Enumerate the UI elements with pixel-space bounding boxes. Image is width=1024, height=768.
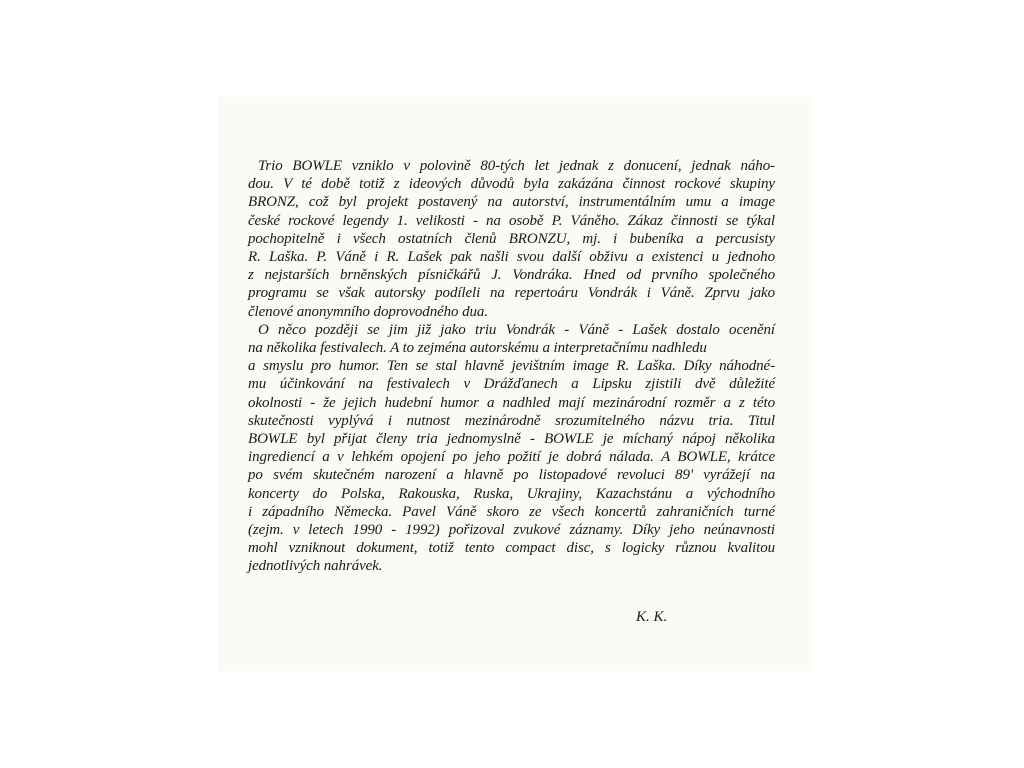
text-line: a smyslu pro humor. Ten se stal hlavně jevištním image R. Laška. Díky náhodné- (248, 358, 775, 375)
signature-initials: K. K. (636, 609, 668, 625)
text-line: (zejm. v letech 1990 - 1992) pořizoval zvukové záznamy. Díky jeho neúnavnosti (248, 522, 775, 539)
text-line: jednotlivých nahrávek. (248, 558, 383, 575)
body-text (248, 157, 775, 576)
booklet-page (218, 97, 812, 671)
text-line: na několika festivalech. A to zejména autorskému a interpretačnímu nadhledu (248, 340, 707, 357)
paragraph-1 (248, 157, 775, 321)
text-line: po svém skutečném narození a hlavně po listopadové revoluci 89' vyrážejí na (248, 467, 775, 484)
text-line: okolnosti - že jejich hudební humor a nadhled mají mezinárodní rozměr a z této (248, 394, 775, 411)
text-line: koncerty do Polska, Rakouska, Ruska, Ukrajiny, Kazachstánu a východního (248, 485, 775, 502)
text-line: členové anonymního doprovodného dua. (248, 303, 488, 320)
text-line: mohl vzniknout dokument, totiž tento compact disc, s logicky různou kvalitou (248, 540, 775, 557)
text-line: O něco později se jim již jako triu Vondrák - Váně - Lašek dostalo ocenění (258, 321, 775, 338)
paragraph-2 (248, 321, 775, 576)
text-line: Trio BOWLE vzniklo v polovině 80-tých let jednak z donucení, jednak náho- (258, 158, 775, 174)
text-line: BOWLE byl přijat členy tria jednomyslně - BOWLE je míchaný nápoj několika (248, 431, 775, 448)
text-line: pochopitelně i všech ostatních členů BRONZU, mj. i bubeníka a percusisty (248, 230, 775, 247)
text-line: dou. V té době totiž z ideových důvodů byla zakázána činnost rockové skupiny (248, 176, 775, 193)
text-line: mu účinkování na festivalech v Drážďanech a Lipsku zjistili dvě důležité (248, 376, 775, 393)
text-line: programu se však autorsky podíleli na repertoáru Vondrák i Váně. Zprvu jako (248, 285, 775, 302)
text-line: BRONZ, což byl projekt postavený na autorství, instrumentálním umu a image (248, 194, 775, 211)
text-line: české rockové legendy 1. velikosti - na osobě P. Váněho. Zákaz činnosti se týkal (248, 212, 775, 229)
text-line: R. Laška. P. Váně i R. Lašek pak našli svou další obživu a existenci u jednoho (248, 249, 775, 266)
text-line: z nejstarších brněnských písničkářů J. Vondráka. Hned od prvního společného (248, 267, 775, 284)
text-line: skutečnosti vyplývá i nutnost mezinárodně srozumitelného názvu tria. Titul (248, 412, 775, 429)
text-line: i západního Německa. Pavel Váně skoro ze všech koncertů zahraničních turné (248, 503, 775, 520)
text-line: ingrediencí a v lehkém opojení po jeho požití je dobrá nálada. A BOWLE, krátce (248, 449, 775, 466)
